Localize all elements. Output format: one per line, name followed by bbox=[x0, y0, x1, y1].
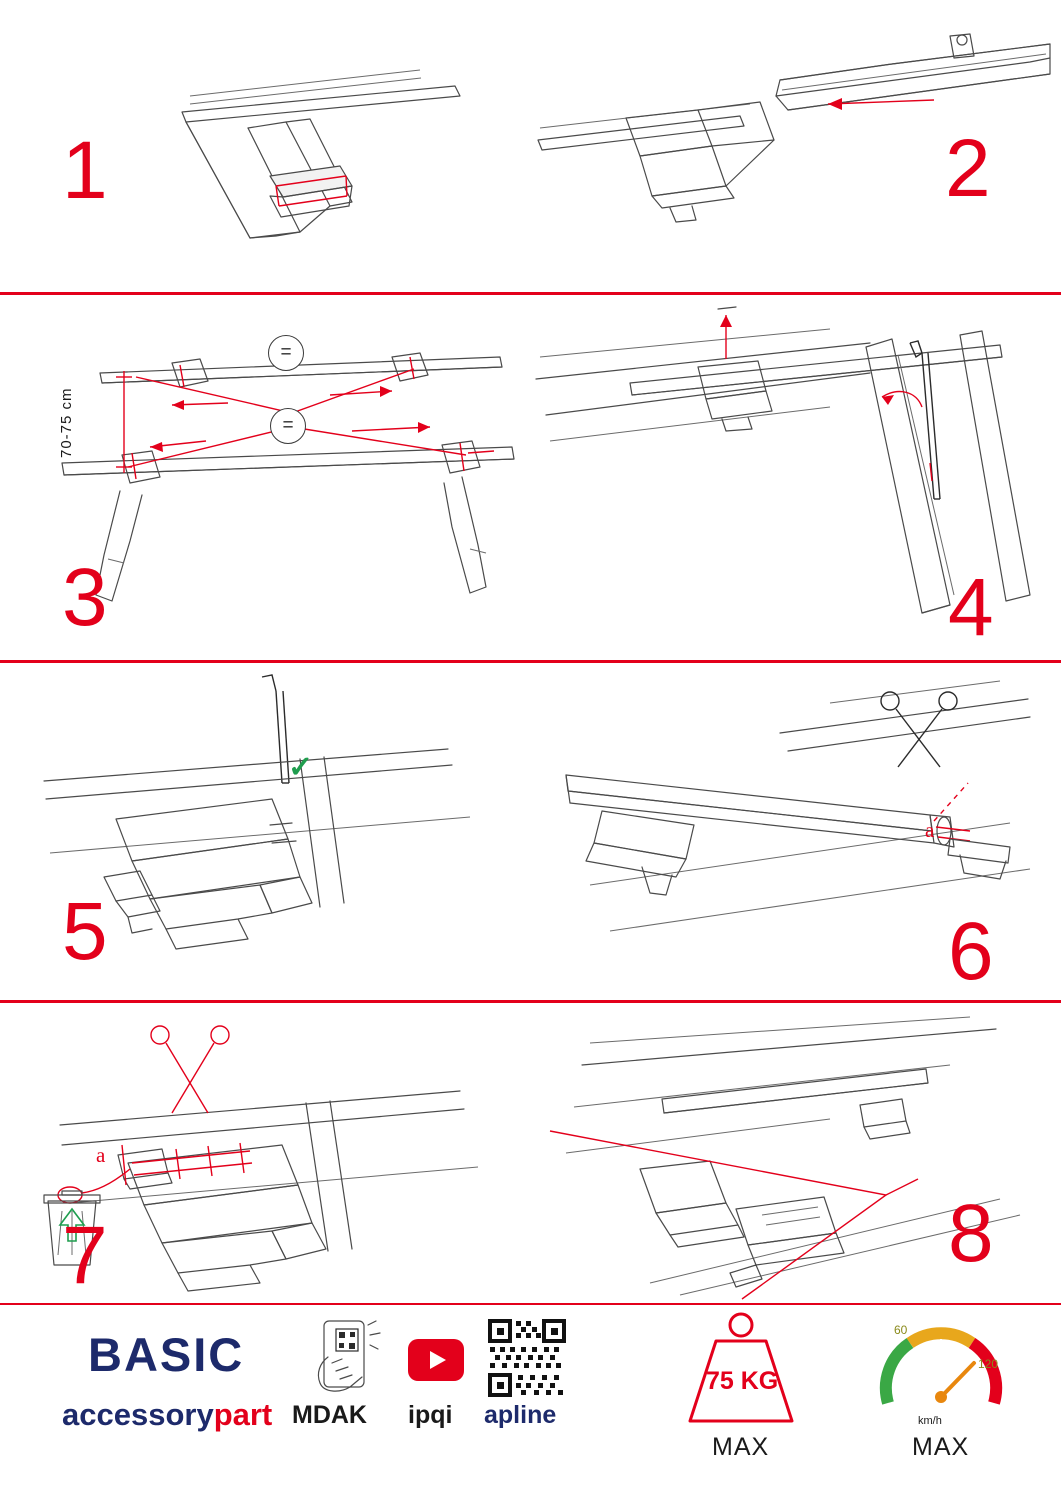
step-5-panel bbox=[0, 663, 530, 1000]
step-number-1: 1 bbox=[62, 125, 106, 216]
apline-label: apline bbox=[484, 1401, 557, 1429]
brand-part-text: part bbox=[213, 1397, 273, 1432]
step-number-3: 3 bbox=[62, 552, 106, 643]
hand-phone-qr-icon bbox=[306, 1319, 396, 1397]
step-number-4: 4 bbox=[948, 562, 992, 653]
brand-accessory-text: accessory bbox=[62, 1397, 214, 1432]
footer bbox=[0, 1305, 1061, 1500]
ipqi-label: ipqi bbox=[408, 1401, 453, 1429]
equal-symbol-top: = bbox=[280, 342, 292, 363]
callout-a-step6: a bbox=[925, 818, 935, 842]
step-number-7: 7 bbox=[62, 1210, 106, 1301]
max-load-value: 75 KG bbox=[706, 1367, 779, 1395]
step-7-panel bbox=[0, 1003, 530, 1303]
bar-spacing-dimension: 70-75 cm bbox=[58, 387, 75, 458]
step-1-panel bbox=[0, 0, 530, 292]
brand-accessorypart bbox=[62, 1397, 272, 1433]
scissors-icon-7 bbox=[151, 1026, 229, 1113]
step-number-5: 5 bbox=[62, 886, 106, 977]
step-2-panel bbox=[530, 0, 1061, 292]
gauge-tick-120: 120 bbox=[978, 1357, 999, 1371]
step-number-6: 6 bbox=[948, 906, 992, 997]
step-6-panel bbox=[530, 663, 1061, 1000]
speed-unit: km/h bbox=[918, 1415, 942, 1427]
brand-basic: BASIC bbox=[88, 1328, 245, 1381]
check-mark-icon: ✓ bbox=[288, 751, 314, 784]
step-number-2: 2 bbox=[945, 123, 989, 214]
step-3-panel bbox=[0, 295, 530, 660]
callout-a-step7: a bbox=[96, 1143, 106, 1167]
equal-badge-bottom bbox=[270, 408, 306, 444]
equal-badge-top bbox=[268, 335, 304, 371]
mdak-label: MDAK bbox=[292, 1401, 367, 1429]
equal-symbol-bottom: = bbox=[282, 415, 294, 436]
scissors-icon bbox=[881, 692, 957, 767]
step-8-panel bbox=[530, 1003, 1061, 1303]
max-speed-caption: MAX bbox=[912, 1433, 970, 1461]
step-4-panel bbox=[530, 295, 1061, 660]
step-number-8: 8 bbox=[948, 1188, 992, 1279]
youtube-icon[interactable] bbox=[408, 1339, 464, 1381]
gauge-tick-60: 60 bbox=[894, 1323, 908, 1337]
max-load-caption: MAX bbox=[712, 1433, 770, 1461]
qr-code-icon bbox=[488, 1319, 566, 1397]
